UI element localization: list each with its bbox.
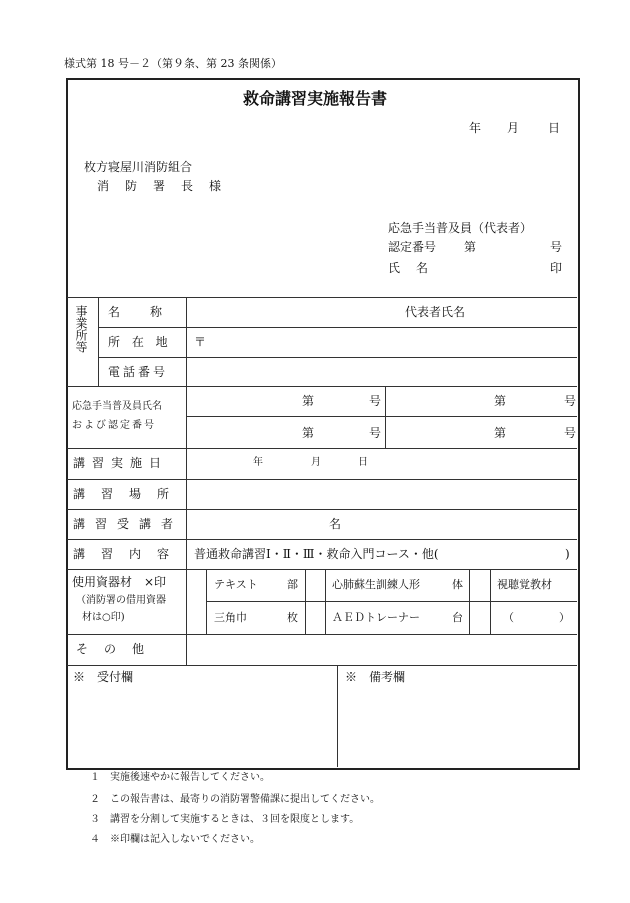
business-rep-name-label: 代表者氏名 <box>405 305 466 319</box>
rule <box>385 386 386 448</box>
instructor-1-dai: 第 <box>302 394 315 408</box>
equipment-label-line2: （消防署の借用資器 <box>76 595 166 606</box>
instructor-2-dai: 第 <box>494 394 507 408</box>
course-content-value: 普通救命講習Ⅰ・Ⅱ・Ⅲ・救命入門コース・他( <box>194 547 439 561</box>
instructor-1-go: 号 <box>369 394 382 408</box>
form-title: 救命講習実施報告書 <box>242 89 387 108</box>
course-date-year: 年 <box>253 457 263 468</box>
date-day-label: 日 <box>548 121 561 135</box>
course-place-label: 講習場所 <box>73 487 186 501</box>
rule <box>67 509 577 510</box>
rule <box>490 569 491 634</box>
instructor-label-line1: 応急手当普及員氏名 <box>72 401 162 412</box>
reporter-seal: 印 <box>550 261 563 275</box>
date-month-label: 月 <box>507 121 520 135</box>
form-reference: 様式第 18 号－２（第９条、第 23 条関係） <box>64 57 282 70</box>
instructor-label-line2: および認定番号 <box>72 420 156 431</box>
course-content-close: ) <box>565 547 570 561</box>
instructor-3-dai: 第 <box>302 426 315 440</box>
addressee-chief: 消 防 署 長 様 <box>97 179 224 193</box>
date-year-label: 年 <box>469 121 482 135</box>
instructor-3-go: 号 <box>369 426 382 440</box>
rule <box>325 569 326 634</box>
rule <box>206 601 577 602</box>
rule <box>67 448 577 449</box>
equipment-av-paren-close: ） <box>559 611 570 624</box>
reporter-cert-label: 認定番号 <box>388 240 437 254</box>
rule <box>98 327 577 328</box>
business-name-label: 名 称 <box>108 305 165 319</box>
instructor-2-go: 号 <box>564 394 577 408</box>
other-label: そ の 他 <box>76 642 147 656</box>
rule <box>337 665 338 767</box>
rule <box>67 479 577 480</box>
rule <box>67 539 577 540</box>
reporter-name-label: 氏 名 <box>388 261 431 275</box>
instructor-4-dai: 第 <box>494 426 507 440</box>
equipment-aed-label: ＡＥＤトレーナー <box>332 611 420 624</box>
reporter-cert-go: 号 <box>550 240 563 254</box>
equipment-manikin-unit: 体 <box>452 578 463 591</box>
course-date-day: 日 <box>358 457 368 468</box>
business-group-label: 事業所等 <box>74 305 88 353</box>
rule <box>98 297 99 386</box>
rule <box>67 297 577 298</box>
equipment-text-unit: 部 <box>287 578 298 591</box>
course-attendees-label: 講習受講者 <box>73 517 184 531</box>
note-item: ３ 講習を分割して実施するときは、３回を限度とします。 <box>90 814 360 825</box>
reporter-title: 応急手当普及員（代表者） <box>388 221 533 235</box>
addressee-org: 枚方寝屋川消防組合 <box>84 160 193 174</box>
reception-label: ※ 受付欄 <box>73 670 134 684</box>
equipment-label-line3: 材は○印) <box>82 612 125 623</box>
equipment-manikin-label: 心肺蘇生訓練人形 <box>332 578 420 591</box>
note-item: ４ ※印欄は記入しないでください。 <box>90 834 260 845</box>
equipment-aed-unit: 台 <box>452 611 463 624</box>
rule <box>469 569 470 634</box>
course-date-label: 講習実施日 <box>73 456 169 470</box>
rule <box>206 569 207 634</box>
rule <box>186 416 577 417</box>
equipment-text-label: テキスト <box>214 578 258 591</box>
equipment-label-line1: 使用資器材 ×印 <box>72 575 167 589</box>
equipment-av-label: 視聴覚教材 <box>497 578 552 591</box>
reporter-cert-dai: 第 <box>464 240 477 254</box>
equipment-av-paren-open: （ <box>503 611 514 624</box>
course-date-month: 月 <box>311 457 321 468</box>
rule <box>67 634 577 635</box>
business-phone-label: 電話番号 <box>108 365 169 379</box>
postal-mark: 〒 <box>194 335 207 349</box>
rule <box>305 569 306 634</box>
course-attendees-unit: 名 <box>329 517 342 531</box>
rule <box>67 569 577 570</box>
course-content-label: 講習内容 <box>73 547 186 561</box>
business-address-label: 所 在 地 <box>108 335 172 349</box>
equipment-bandage-label: 三角巾 <box>214 611 247 624</box>
rule <box>98 357 577 358</box>
rule <box>186 297 187 665</box>
equipment-bandage-unit: 枚 <box>287 611 298 624</box>
instructor-4-go: 号 <box>564 426 577 440</box>
note-item: １ 実施後速やかに報告してください。 <box>90 772 270 783</box>
rule <box>67 665 577 666</box>
rule <box>67 386 577 387</box>
note-item: ２ この報告書は、最寄りの消防署警備課に提出してください。 <box>90 794 380 805</box>
remarks-label: ※ 備考欄 <box>345 670 406 684</box>
